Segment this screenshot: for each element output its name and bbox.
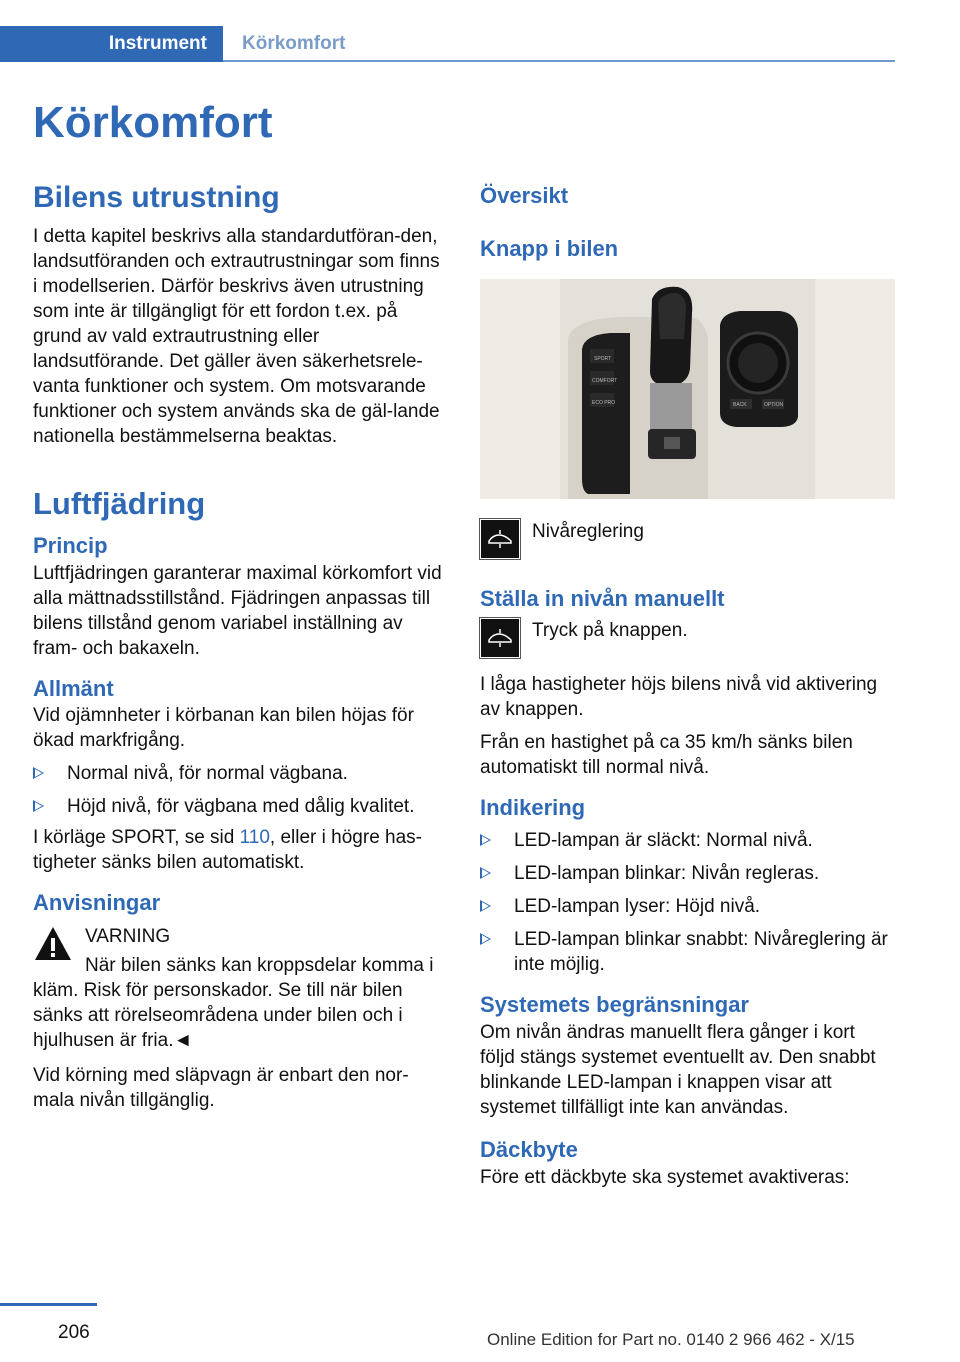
- niva-label: Nivåreglering: [532, 521, 644, 543]
- list-item-text: LED-lampan blinkar: Nivån regleras.: [514, 863, 820, 885]
- niva-row: [480, 519, 895, 559]
- center-console-photo: [480, 279, 895, 499]
- list-item-text: LED-lampan lyser: Höjd nivå.: [514, 896, 761, 918]
- heading-bilens-utrustning: Bilens utrustning: [33, 181, 280, 214]
- photo-label-ecopro: ECO PRO: [592, 400, 616, 407]
- list-item-text: Normal nivå, för normal vägbana.: [67, 763, 348, 785]
- body-begransningar: Om nivån ändras manuellt flera gånger i kort följd stängs systemet eventuellt av. Den snabbt blinkande LED-lampan i knappen visar att systemet tillfälligt inte kan användas.: [480, 1021, 876, 1118]
- body-manuellt-2: Från en hastighet på ca 35 km/h sänks bilen automatiskt till normal nivå.: [480, 731, 853, 778]
- right-column: [480, 180, 895, 1190]
- warning-body: När bilen sänks kan kroppsdelar komma i kläm. Risk för personskador. Se till när bilen sänks att rörelseområdena under bilen och i hjulhusen är fria.◄: [33, 954, 434, 1051]
- car-lift-icon: [485, 529, 515, 549]
- list-item-text: Höjd nivå, för vägbana med dålig kvalitet.: [67, 796, 415, 818]
- warning-title: VARNING: [85, 925, 171, 947]
- triangle-bullet-icon: [480, 900, 491, 912]
- body-sport: [33, 825, 448, 875]
- console-illustration: [480, 279, 895, 499]
- list-item-text: LED-lampan blinkar snabbt: Nivåreglering är inte möjlig.: [514, 929, 888, 976]
- warning-triangle-icon: [33, 924, 73, 964]
- sport-text-after: , eller i högre has-tigheter sänks bilen automatiskt.: [33, 827, 422, 874]
- list-item: [33, 794, 448, 819]
- body-trailer: Vid körning med släpvagn är enbart den nor-mala nivån tillgänglig.: [33, 1064, 409, 1111]
- footer-accent-line: [0, 1303, 97, 1306]
- tryck-label: Tryck på knappen.: [532, 619, 688, 641]
- photo-label-back: BACK: [733, 402, 747, 409]
- triangle-bullet-icon: [33, 800, 44, 812]
- list-item: [480, 828, 895, 853]
- page-number: 206: [58, 1322, 90, 1343]
- left-column: [33, 180, 448, 1113]
- triangle-bullet-icon: [480, 933, 491, 945]
- triangle-bullet-icon: [33, 767, 44, 779]
- body-dackbyte: Före ett däckbyte ska systemet avaktiveras:: [480, 1166, 850, 1188]
- ride-height-button-icon: [480, 519, 520, 559]
- triangle-bullet-icon: [480, 867, 491, 879]
- heading-princip: Princip: [33, 533, 108, 559]
- tab-instrument[interactable]: [0, 26, 223, 62]
- ride-height-button-icon: [480, 618, 520, 658]
- tryck-row: [480, 618, 895, 658]
- body-bilens-utrustning: I detta kapitel beskrivs alla standardutföran-den, landsutföranden och extrautrustningar som finns i modellserien. Därför beskrivs även utrustning som inte är tillgängligt för ett fordon t.ex. på grund av vald extrautrustning eller landsutförande. Det gäller även säkerhetsrele-vanta funktioner och system. Om motsvarande funktioner och system används ska de gäl-lande nationella bestämmelserna beaktas.: [33, 226, 440, 447]
- body-princip: Luftfjädringen garanterar maximal körkomfort vid alla mättnadsstillstånd. Fjädringen anpassas till bilens tillstånd genom variabel inställning av fram- och bakaxeln.: [33, 562, 442, 659]
- heading-knapp-i-bilen: Knapp i bilen: [480, 235, 619, 261]
- photo-label-option: OPTION: [764, 402, 784, 409]
- list-item: [480, 927, 895, 977]
- tab-instrument-label: Instrument: [108, 33, 207, 54]
- page-link-110[interactable]: 110: [239, 827, 270, 849]
- body-manuellt-1: I låga hastigheter höjs bilens nivå vid aktivering av knappen.: [480, 673, 878, 720]
- footer-edition: Online Edition for Part no. 0140 2 966 462 - X/15: [487, 1330, 855, 1349]
- list-item: [480, 861, 895, 886]
- car-lift-icon: [485, 628, 515, 648]
- page-title: Körkomfort: [33, 98, 273, 147]
- tab-korkomfort-label: Körkomfort: [242, 33, 346, 54]
- heading-luftfjadring: Luftfjädring: [33, 486, 206, 521]
- heading-indikering: Indikering: [480, 794, 586, 820]
- photo-label-comfort: COMFORT: [592, 378, 618, 385]
- heading-oversikt: Översikt: [480, 183, 569, 208]
- sport-text-before: I körläge SPORT, se sid: [33, 827, 240, 849]
- warning-block: [33, 924, 448, 1053]
- heading-begransningar: Systemets begränsningar: [480, 992, 749, 1018]
- body-allmant: Vid ojämnheter i körbanan kan bilen höjas för ökad markfrigång.: [33, 705, 414, 752]
- heading-stalla-in-nivan: Ställa in nivån manuellt: [480, 586, 725, 612]
- triangle-bullet-icon: [480, 834, 491, 846]
- list-item: [480, 894, 895, 919]
- header-tabs: [0, 26, 895, 62]
- heading-dackbyte: Däckbyte: [480, 1136, 578, 1162]
- tab-korkomfort[interactable]: [242, 26, 345, 62]
- heading-allmant: Allmänt: [33, 675, 114, 701]
- heading-anvisningar: Anvisningar: [33, 890, 161, 916]
- photo-label-sport: SPORT: [594, 356, 612, 363]
- list-item: [33, 761, 448, 786]
- list-item-text: LED-lampan är släckt: Normal nivå.: [514, 830, 813, 852]
